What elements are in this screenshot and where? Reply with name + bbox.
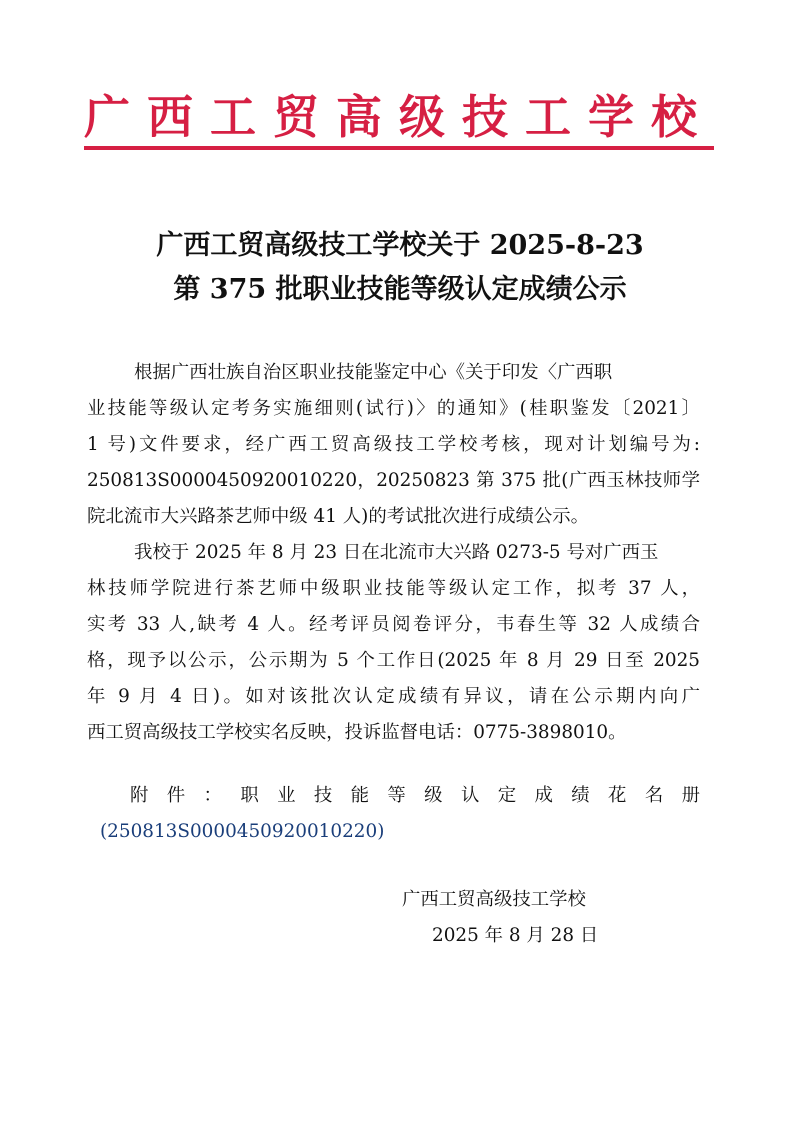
- signature-date: 2025 年 8 月 28 日: [432, 925, 599, 946]
- letterhead-divider: [84, 146, 714, 150]
- attachment-label: 附件：职业技能等级认定成绩花名册: [130, 785, 700, 806]
- attachment-roster-id: (250813S0000450920010220): [100, 821, 385, 842]
- letterhead-school-name: 广西工贸高级技工学校: [84, 90, 714, 144]
- paragraph-2-line-1: 我校于 2025 年 8 月 23 日在北流市大兴路 0273-5 号对广西玉: [134, 542, 659, 563]
- paragraph-1-line-5: 院北流市大兴路茶艺师中级 41 人)的考试批次进行成绩公示。: [87, 506, 590, 527]
- paragraph-2-line-4: 格，现予以公示，公示期为 5 个工作日(2025 年 8 月 29 日至 2025: [87, 650, 700, 671]
- paragraph-1-line-1: 根据广西壮族自治区职业技能鉴定中心《关于印发〈广西职: [134, 362, 613, 383]
- document-title-line-2: 第 375 批职业技能等级认定成绩公示: [173, 274, 627, 305]
- document-title-line-1: 广西工贸高级技工学校关于 2025-8-23: [156, 230, 644, 261]
- paragraph-2-line-3: 实考 33 人,缺考 4 人。经考评员阅卷评分，韦春生等 32 人成绩合: [87, 614, 700, 635]
- paragraph-2-line-5: 年 9 月 4 日)。如对该批次认定成绩有异议，请在公示期内向广: [87, 686, 700, 707]
- paragraph-2-line-2: 林技师学院进行茶艺师中级职业技能等级认定工作，拟考 37 人，: [87, 578, 700, 599]
- signature-organization: 广西工贸高级技工学校: [402, 889, 586, 910]
- paragraph-1-line-4: 250813S0000450920010220，20250823 第 375 批(广西玉林技师学: [87, 470, 700, 491]
- paragraph-2-line-6: 西工贸高级技工学校实名反映，投诉监督电话：0775-3898010。: [87, 722, 627, 743]
- paragraph-1-line-3: 1 号)文件要求，经广西工贸高级技工学校考核，现对计划编号为:: [87, 434, 700, 455]
- paragraph-1-line-2: 业技能等级认定考务实施细则(试行)〉的通知》(桂职鉴发〔2021〕: [87, 398, 700, 419]
